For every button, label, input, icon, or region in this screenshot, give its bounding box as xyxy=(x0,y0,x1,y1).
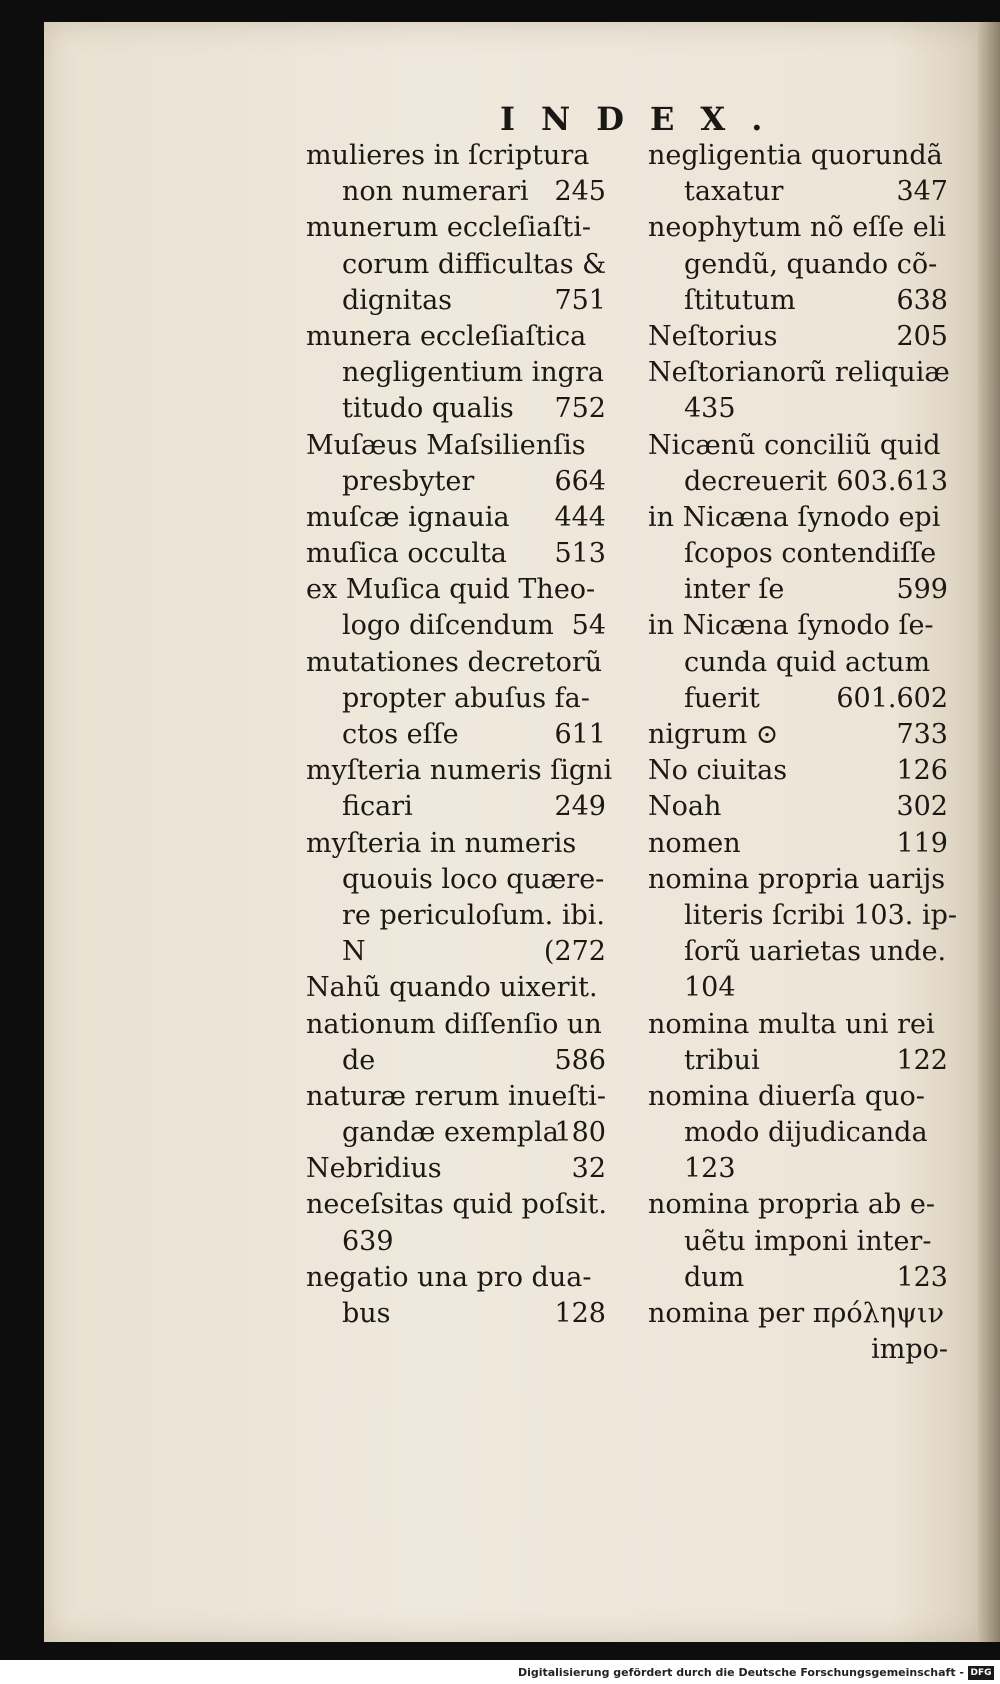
index-entry-text: dignitas xyxy=(342,284,453,316)
index-page-number: 128 xyxy=(554,1298,606,1329)
index-entry-text: ſorũ uarietas unde. xyxy=(684,936,947,968)
index-page-number: 638 xyxy=(896,284,948,316)
index-entry-text: modo dijudicanda xyxy=(684,1117,928,1149)
index-entry-text: 435 xyxy=(684,393,736,425)
index-line xyxy=(648,536,948,572)
index-line xyxy=(648,247,948,283)
index-entry-text: re periculoſum. ibi. xyxy=(342,899,605,931)
index-line xyxy=(306,247,606,283)
index-page-number: 664 xyxy=(554,465,606,497)
dfg-logo: DFG xyxy=(968,1666,994,1680)
index-line xyxy=(648,1079,948,1115)
index-line xyxy=(648,319,948,355)
index-page-number: 122 xyxy=(896,1044,948,1076)
index-line xyxy=(306,283,606,319)
index-entry-text: nomina propria ab e- xyxy=(648,1189,935,1221)
index-entry-text: 123 xyxy=(684,1153,736,1185)
index-entry-text: munera eccleſiaſtica xyxy=(306,320,587,352)
index-line xyxy=(306,1151,606,1187)
index-entry-text: Muſæus Maſsilienſis xyxy=(306,429,586,461)
index-line xyxy=(306,138,606,174)
index-page-number: 347 xyxy=(896,176,948,208)
index-entry-text: titudo qualis xyxy=(342,393,514,425)
index-entry-text: gandæ exempla xyxy=(342,1117,559,1149)
index-line xyxy=(306,174,606,210)
index-page-number: 586 xyxy=(554,1044,606,1076)
index-entry-text: negligentium ingra xyxy=(342,357,604,389)
index-line xyxy=(306,970,606,1006)
index-line xyxy=(648,500,948,536)
index-line xyxy=(306,717,606,753)
index-line xyxy=(306,645,606,681)
index-entry-text: in Nicæna ſynodo ſe- xyxy=(648,610,934,642)
index-entry-text: decreuerit xyxy=(684,465,828,497)
index-entry-text: negligentia quorundã xyxy=(648,140,943,171)
index-line xyxy=(648,934,948,970)
index-page-number: 599 xyxy=(896,574,948,606)
index-page-number: 751 xyxy=(554,284,606,316)
index-page-number: impo- xyxy=(871,1334,948,1366)
index-entry-text: de xyxy=(342,1044,376,1076)
index-line xyxy=(306,1187,606,1223)
index-entry-text: Noah xyxy=(648,791,722,823)
index-line xyxy=(648,210,948,246)
index-page-number: 601.602 xyxy=(836,682,948,714)
index-entry-text: neceſsitas quid poſsit. xyxy=(306,1189,607,1221)
index-entry-text: fuerit xyxy=(684,682,760,714)
index-entry-text: non numerari xyxy=(342,176,529,208)
index-page-number: 54 xyxy=(571,610,606,642)
index-line xyxy=(306,1079,606,1115)
index-line xyxy=(648,608,948,644)
index-entry-text: nomina multa uni rei xyxy=(648,1008,935,1040)
index-entry-text: No ciuitas xyxy=(648,755,788,787)
index-line xyxy=(648,1007,948,1043)
index-line xyxy=(648,862,948,898)
index-entry-text: cunda quid actum xyxy=(684,646,931,678)
index-page-number: 126 xyxy=(896,755,948,787)
index-line xyxy=(306,826,606,862)
index-entry-text: logo diſcendum xyxy=(342,610,554,642)
index-page-number: 123 xyxy=(896,1261,948,1293)
index-entry-text: ſtitutum xyxy=(684,284,796,316)
index-line xyxy=(306,862,606,898)
index-entry-text: mulieres in ſcriptura xyxy=(306,140,590,171)
index-line xyxy=(306,500,606,536)
index-entry-text: nomina propria uarijs xyxy=(648,863,946,895)
index-page-number: 611 xyxy=(554,719,606,750)
index-line xyxy=(648,789,948,825)
footer xyxy=(0,1662,1000,1684)
index-line xyxy=(648,283,948,319)
index-entry-text: muſcæ ignauia xyxy=(306,501,510,533)
index-page-number: 119 xyxy=(896,827,948,859)
index-line xyxy=(306,753,613,789)
index-entry-text: ficari xyxy=(342,791,413,823)
index-line xyxy=(648,1151,948,1187)
index-entry-text: presbyter xyxy=(342,465,475,497)
index-line xyxy=(306,898,606,934)
index-entry-text: tribui xyxy=(684,1044,760,1076)
index-line xyxy=(306,464,606,500)
index-line xyxy=(648,681,948,717)
index-page-number: 205 xyxy=(896,320,948,352)
index-page-number: (272 xyxy=(543,936,606,968)
index-line xyxy=(648,826,948,862)
index-page-number: 603.613 xyxy=(836,465,948,497)
index-line xyxy=(306,428,606,464)
footer-credit: Digitalisierung gefördert durch die Deutsche Forschungsgemeinschaft - xyxy=(517,1666,964,1679)
index-entry-text: dum xyxy=(684,1261,745,1293)
index-line xyxy=(648,1260,948,1296)
index-line xyxy=(306,934,606,970)
index-line xyxy=(648,753,948,789)
index-entry-text: nigrum ⊙ xyxy=(648,719,779,750)
index-entry-text: nomina per πρόληψιν xyxy=(648,1298,945,1329)
index-entry-text: Nahũ quando uixerit. xyxy=(306,972,598,1004)
index-page-number: 32 xyxy=(571,1153,606,1185)
index-line xyxy=(306,319,606,355)
index-line xyxy=(648,970,948,1006)
index-page-number: 302 xyxy=(896,791,948,823)
index-page-number: 733 xyxy=(896,719,948,750)
index-line xyxy=(648,1224,948,1260)
index-page-number: 245 xyxy=(554,176,606,208)
index-line xyxy=(648,572,948,608)
index-entry-text: Nebridius xyxy=(306,1153,442,1185)
index-line xyxy=(648,138,948,174)
index-page-number: 513 xyxy=(554,538,606,570)
index-entry-text: taxatur xyxy=(684,176,784,208)
index-line xyxy=(648,1296,948,1332)
index-line xyxy=(306,536,606,572)
index-entry-text: bus xyxy=(342,1298,391,1329)
index-line xyxy=(306,391,606,427)
index-line xyxy=(648,355,948,391)
index-entry-text: naturæ rerum inueſti- xyxy=(306,1080,606,1112)
index-entry-text: ſcopos contendiſſe xyxy=(684,538,937,570)
index-line xyxy=(306,1043,606,1079)
index-line xyxy=(306,681,606,717)
index-page-number: 752 xyxy=(554,393,606,425)
index-line xyxy=(306,1260,606,1296)
index-page-number: 249 xyxy=(554,791,606,823)
index-entry-text: N xyxy=(342,936,366,968)
index-entry-text: corum difficultas & xyxy=(342,248,607,280)
index-line xyxy=(306,1007,606,1043)
index-entry-text: myſteria numeris ſigni xyxy=(306,755,613,787)
index-entry-text: uẽtu imponi inter- xyxy=(684,1225,932,1257)
index-entry-text: Neſtorius xyxy=(648,320,778,352)
index-line xyxy=(648,174,948,210)
index-line xyxy=(648,464,948,500)
index-entry-text: ctos eſſe xyxy=(342,719,459,750)
index-entry-text: nomina diuerſa quo- xyxy=(648,1080,925,1112)
index-line xyxy=(648,391,948,427)
index-entry-text: 104 xyxy=(684,972,736,1004)
index-line xyxy=(648,717,948,753)
index-line xyxy=(306,572,606,608)
page-edge xyxy=(978,22,1000,1642)
index-line xyxy=(648,645,948,681)
index-column-right xyxy=(648,138,957,1368)
index-entry-text: Neſtorianorũ reliquiæ xyxy=(648,357,950,389)
index-page-number: 444 xyxy=(554,501,606,533)
index-entry-text: negatio una pro dua- xyxy=(306,1261,592,1293)
index-line xyxy=(306,608,606,644)
index-line xyxy=(306,1296,606,1332)
index-line xyxy=(648,1187,948,1223)
index-page-number: 180 xyxy=(554,1117,606,1149)
index-line xyxy=(648,898,957,934)
index-entry-text: gendũ, quando cõ- xyxy=(684,248,938,280)
index-entry-text: quouis loco quære- xyxy=(342,863,605,895)
index-entry-text: 639 xyxy=(342,1225,394,1257)
index-line xyxy=(648,1332,948,1368)
index-line xyxy=(306,1115,606,1151)
index-entry-text: inter ſe xyxy=(684,574,785,606)
index-entry-text: ex Muſica quid Theo- xyxy=(306,574,596,606)
index-entry-text: munerum eccleſiaſti- xyxy=(306,212,592,244)
index-entry-text: propter abuſus fa- xyxy=(342,682,590,714)
index-entry-text: literis ſcribi 103. ip- xyxy=(684,899,957,931)
index-entry-text: in Nicæna ſynodo epi xyxy=(648,501,941,533)
index-column-left xyxy=(306,138,613,1332)
index-line xyxy=(306,210,606,246)
index-entry-text: mutationes decretorũ xyxy=(306,646,603,678)
index-entry-text: muſica occulta xyxy=(306,538,507,570)
index-line xyxy=(306,1224,606,1260)
index-line xyxy=(306,789,606,825)
index-entry-text: nomen xyxy=(648,827,741,859)
index-entry-text: neophytum nõ eſſe eli xyxy=(648,212,946,244)
index-line xyxy=(648,1043,948,1079)
index-entry-text: myſteria in numeris xyxy=(306,827,577,859)
running-head: INDEX. xyxy=(500,100,789,138)
index-line xyxy=(648,428,948,464)
index-line xyxy=(648,1115,948,1151)
index-line xyxy=(306,355,606,391)
index-entry-text: nationum diſſenſio un xyxy=(306,1008,602,1040)
index-entry-text: Nicænũ conciliũ quid xyxy=(648,429,941,461)
